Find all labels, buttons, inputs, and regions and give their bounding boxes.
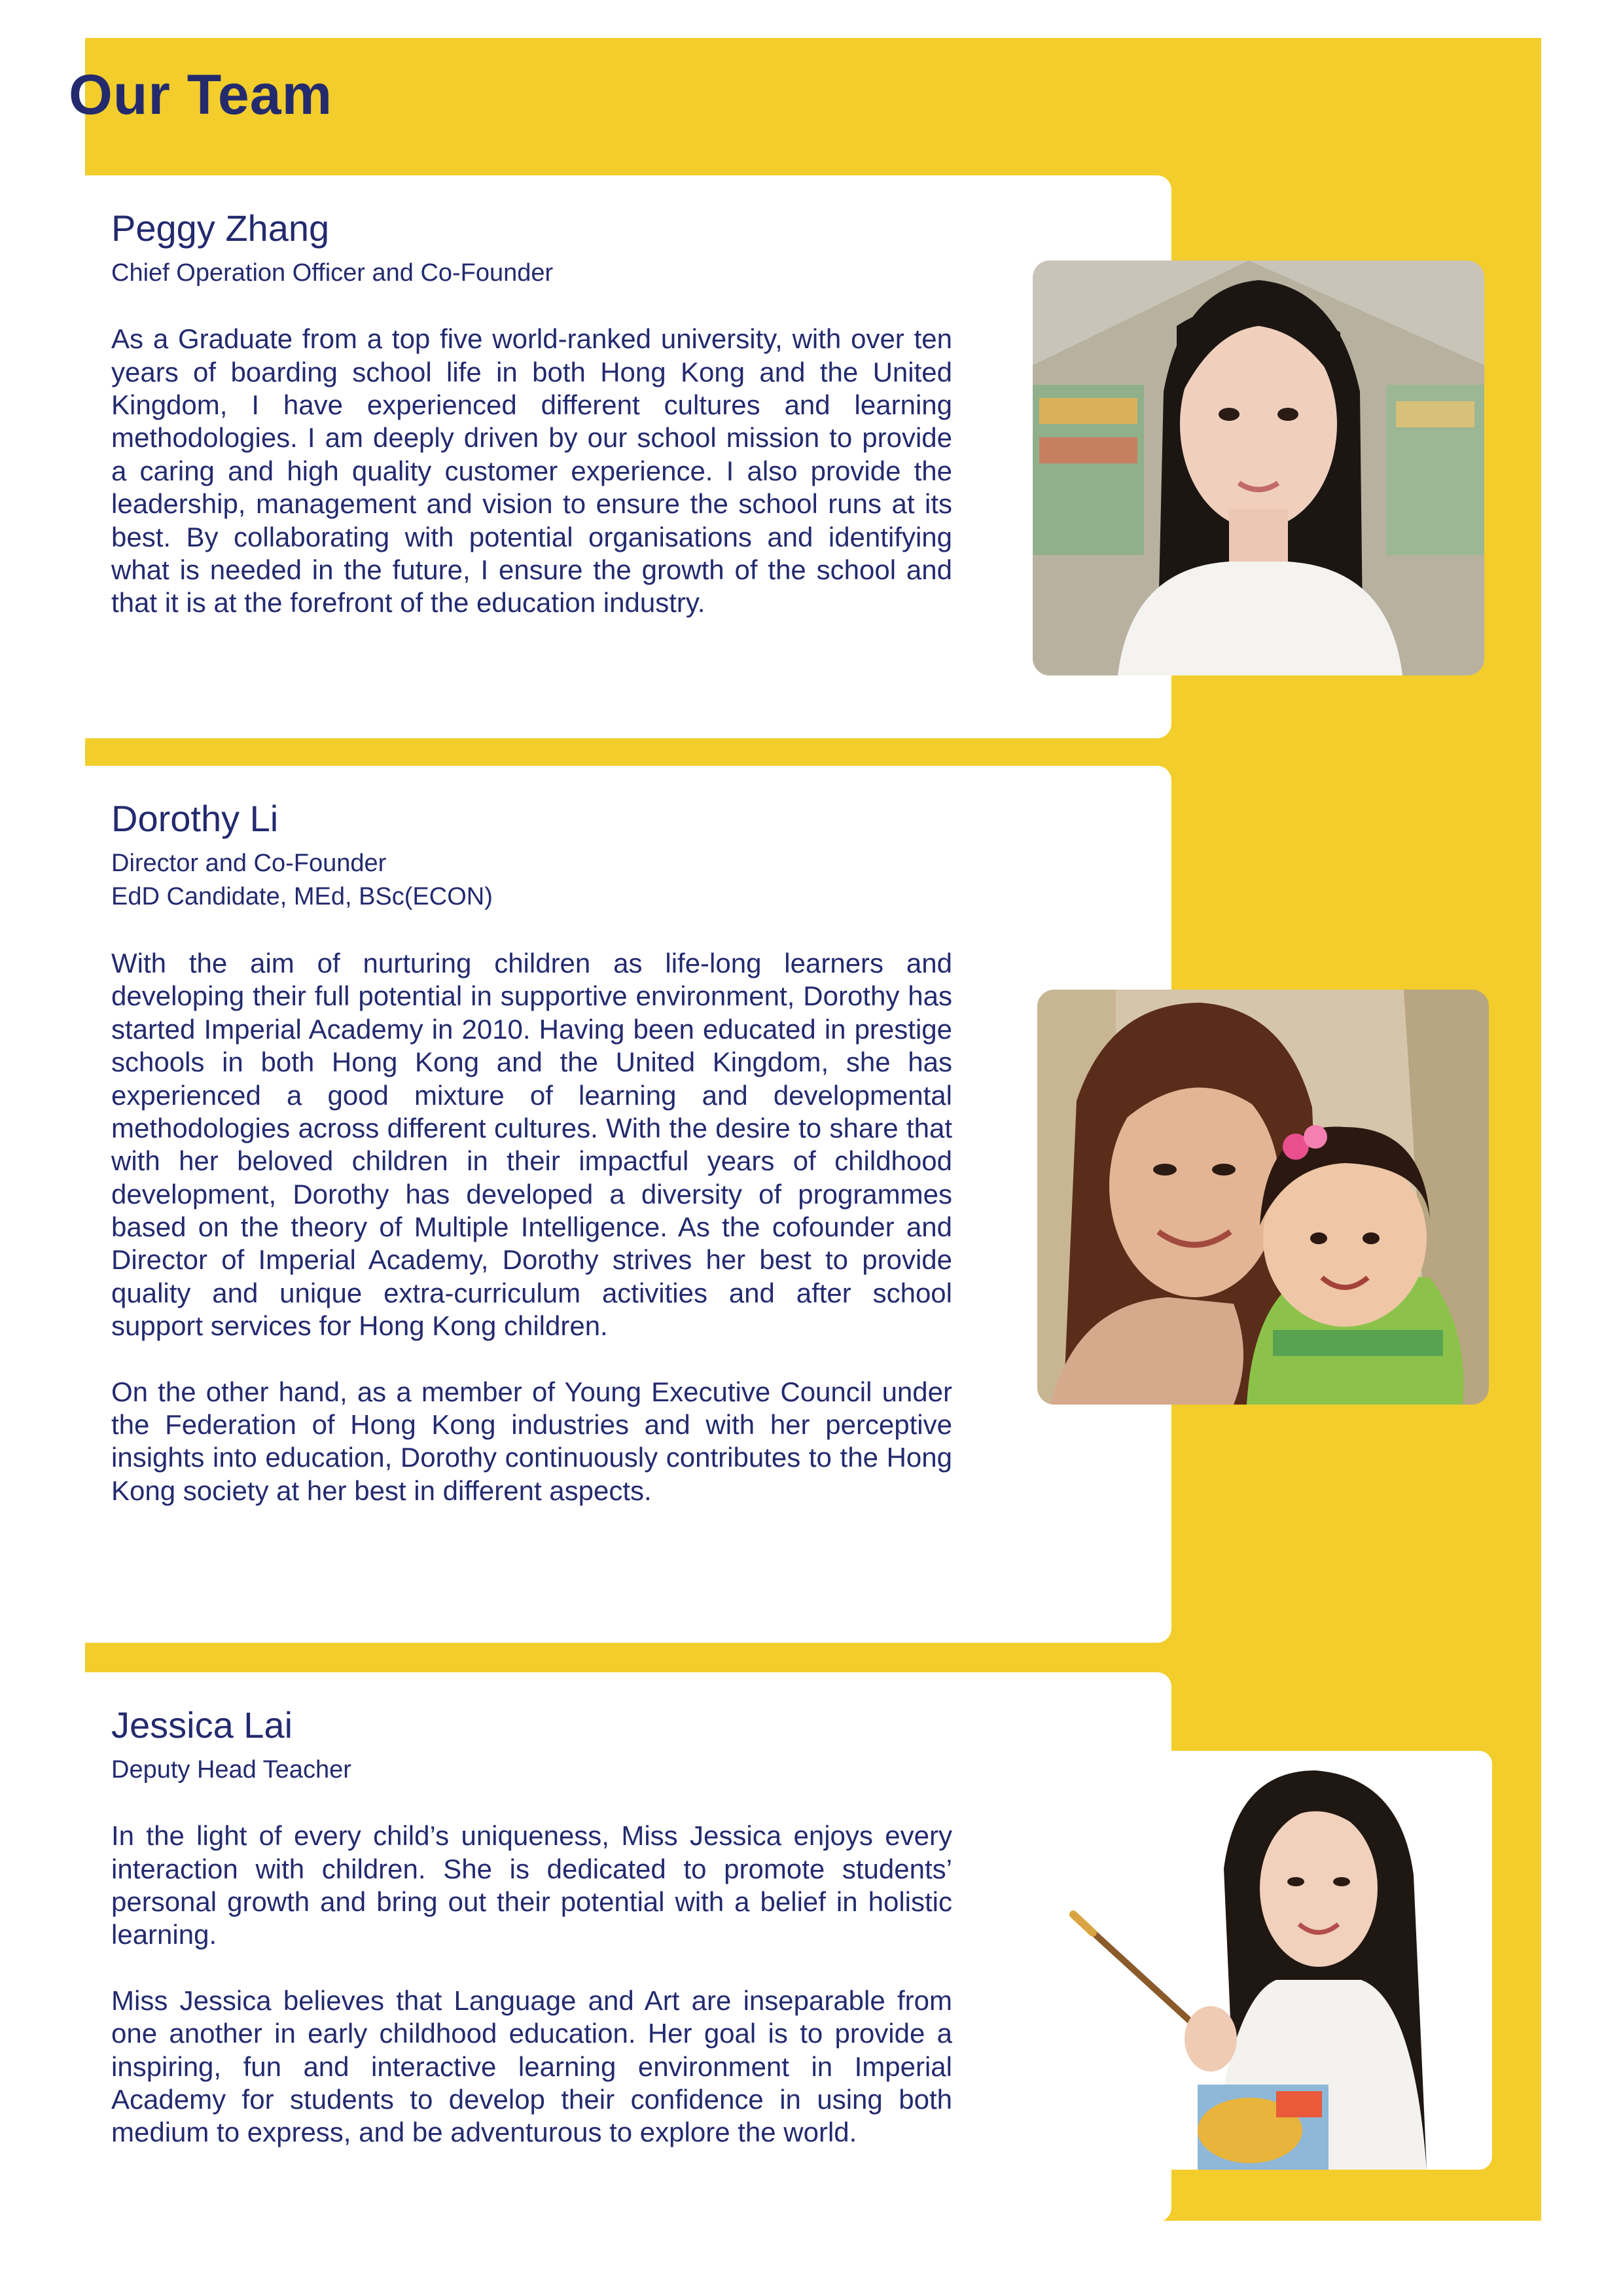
member-bio: Miss Jessica believes that Language and Art are inseparable from one another in early childhood education. Her goal is to provide a inspiring, fun and interactive learning environment in Imperial Academy for students to develop their confidence in using both medium to express, and be adventurous to explore the world. — [111, 1984, 952, 2148]
team-card-jessica-lai — [72, 1672, 1171, 2222]
member-role: Chief Operation Officer and Co-Founder — [111, 259, 554, 287]
member-bio: On the other hand, as a member of Young Executive Council under the Federation of Hong Kong industries and with her perceptive insights into education, Dorothy continuously contributes to the Hong Kong society at her best in different aspects. — [111, 1376, 952, 1506]
portrait-photo-peggy — [1033, 260, 1484, 675]
portrait-photo-dorothy-with-child — [1037, 990, 1489, 1405]
member-name: Dorothy Li — [111, 798, 279, 839]
team-card-peggy-zhang — [72, 175, 1171, 738]
member-bio: As a Graduate from a top five world-ranked university, with over ten years of boarding school life in both Hong Kong and the United Kingdom, I have experienced different cultures and learning methodologies. I am deeply driven by our school mission to provide a caring and high quality customer experience. I also provide the leadership, management and vision to ensure the school runs at its best. By collaborating with potential organisations and identifying what is needed in the future, I ensure the growth of the school and that it is at the forefront of the education industry. — [111, 323, 952, 619]
portrait-photo-jessica — [1060, 1751, 1492, 2170]
member-qualifications: EdD Candidate, MEd, BSc(ECON) — [111, 883, 493, 911]
member-name: Jessica Lai — [111, 1704, 293, 1746]
member-bio: With the aim of nurturing children as life-long learners and developing their full potential in supportive environment, Dorothy has started Imperial Academy in 2010. Having been educated in prestige schools in both Hong Kong and the United Kingdom, she has experienced a good mixture of learning and developmental methodologies across different cultures. With the desire to share that with her beloved children in their impactful years of childhood development, Dorothy has developed a diversity of programmes based on the theory of Multiple Intelligence. As the cofounder and Director of Imperial Academy, Dorothy strives her best to provide quality and unique extra-curriculum activities and after school support services for Hong Kong children. — [111, 947, 952, 1342]
member-bio: In the light of every child’s uniqueness, Miss Jessica enjoys every interaction with children. She is dedicated to promote students’ personal growth and bring out their potential with a belief in holistic learning. — [111, 1820, 952, 1950]
card-text — [111, 208, 952, 620]
page-title: Our Team — [69, 63, 333, 126]
team-card-dorothy-li — [72, 766, 1171, 1643]
card-text — [111, 798, 952, 1507]
member-role: Deputy Head Teacher — [111, 1755, 351, 1784]
member-role: Director and Co-Founder — [111, 849, 387, 877]
card-text — [111, 1705, 952, 2149]
member-name: Peggy Zhang — [111, 207, 330, 249]
